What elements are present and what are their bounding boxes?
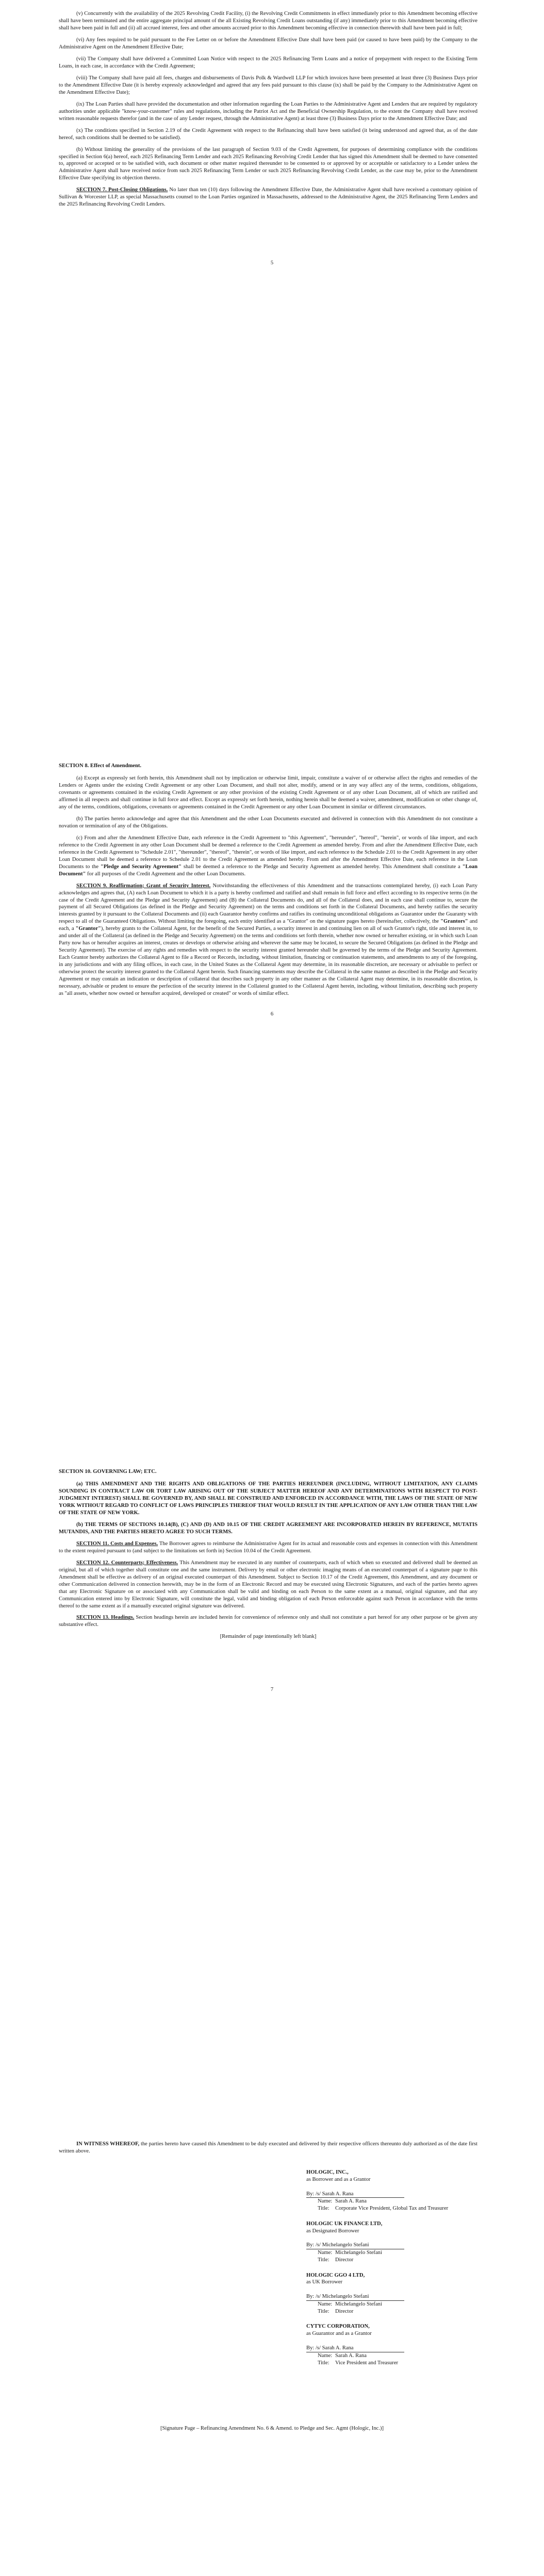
- signature-line: By: /s/ Sarah A. Rana: [306, 2191, 404, 2198]
- section-8c-post: for all purposes of the Credit Agreement and the other Loan Documents.: [86, 871, 246, 877]
- signatory-name-row: [318, 2301, 482, 2308]
- signature-block-hologic-ggo4: [306, 2272, 482, 2315]
- signatory-entity: CYTYC CORPORATION,: [306, 2324, 370, 2330]
- section-8c-pre: (c) From and after the Amendment Effective Date, each reference in the Credit Agreement to "this Agreement", "hereunder", "hereof", "herein", or words of like import, and each reference to the Credit Agreement in any other Loan Document shall be deemed a reference to the Credit Agreement as amended hereby. From and after the Amendment Effective Date, each reference in the Credit Agreement to "Schedule 2.01", "thereunder", "thereof", "therein", or words of like import, and each reference to the Schedule 2.01 to the Credit Agreement in any other Loan Document shall be deemed a reference to Schedule 2.01 to the Credit Agreement as amended hereby. From and after the Amendment Effective Date, each reference in the Loan Documents to the: [59, 835, 477, 870]
- signatory-title: Corporate Vice President, Global Tax and Treasurer: [335, 2206, 449, 2212]
- section-8c: [59, 835, 477, 878]
- signature-block-hologic-uk-finance: [306, 2221, 482, 2264]
- signatory-title-row: [318, 2257, 482, 2264]
- section-8c-term-loan-doc: "Loan Document": [59, 863, 477, 877]
- section-9: [59, 883, 477, 998]
- section-11-body: The Borrower agrees to reimburse the Administrative Agent for its actual and reasonable costs and expenses in connection with this Amendment to the extent required pursuant to (and subject to the limitations set forth in) Section 10.04 of the Credit Agreement.: [59, 1540, 477, 1554]
- condition-vi: (vi) Any fees required to be paid pursuant to the Fee Letter on or before the Amendment Effective Date shall have been paid (or caused to have been paid) by the Company to the Administrative Agent on the Amendment Effective Date;: [59, 37, 477, 50]
- signature-line: By: /s/ Michelangelo Stefani: [306, 2293, 404, 2301]
- section-8c-mid: shall be deemed a reference to the Pledge and Security Agreement as amended hereby. This Amendment shall constitute a: [182, 863, 463, 870]
- page-6-content: [59, 762, 477, 1002]
- section-12: [59, 1560, 477, 1610]
- section-8a: (a) Except as expressly set forth herein, this Amendment shall not by implication or otherwise limit, impair, constitute a waiver of or otherwise affect the rights and remedies of the Lenders or Agents under the existing Credit Agreement or any other Loan Document, and shall not alter, modify, amend or in any way affect any of the terms, conditions, obligations, covenants or agreements contained in the existing Credit Agreement or any other provision of the existing Credit Agreement or of any other Loan Document, all of which are ratified and affirmed in all respects and shall continue in full force and effect. Except as expressly set forth herein, nothing herein shall be deemed a waiver, amendment, modification or other change of, any of the terms, conditions, obligations, covenants or agreements contained in the Credit Agreement or any other Loan Document in similar or different circumstances.: [59, 775, 477, 810]
- signature-line: By: /s/ Sarah A. Rana: [306, 2345, 404, 2352]
- witness-lead: IN WITNESS WHEREOF,: [76, 2141, 140, 2147]
- section-7-body: No later than ten (10) days following the Amendment Effective Date, the Administrative Agent shall have received a customary opinion of Sullivan & Worcester LLP, as special Massachusetts counsel to the Loan Parties organized in Massachusetts, addressed to the Administrative Agent, the 2025 Refinancing Term Lenders and the 2025 Refinancing Revolving Credit Lenders.: [59, 187, 477, 208]
- signatory-role: as Guarantor and as a Grantor: [306, 2331, 372, 2337]
- signatory-entity: HOLOGIC GGO 4 LTD,: [306, 2272, 365, 2278]
- signatory-role: as UK Borrower: [306, 2279, 343, 2285]
- page-number-5: 5: [270, 260, 274, 266]
- section-8b: (b) The parties hereto acknowledge and agree that this Amendment and the other Loan Documents executed and delivered in connection with this Amendment do not constitute a novation or termination of any of the Obligations.: [59, 816, 477, 829]
- signatory-name: Michelangelo Stefani: [335, 2301, 382, 2307]
- name-label: Name:: [318, 2198, 333, 2205]
- signature-line: By: /s/ Michelangelo Stefani: [306, 2242, 404, 2249]
- section-7: [59, 187, 477, 208]
- section-6b: (b) Without limiting the generality of the provisions of the last paragraph of Section 9.03 of the Credit Agreement, for purposes of determining compliance with the conditions specified in Section 6(a) hereof, each 2025 Refinancing Term Lender and each 2025 Refinancing Revolving Credit Lender that has signed this Amendment shall be deemed to have consented to, approved or accepted or to be satisfied with, each document or other matter required thereunder to be consented to or approved by or acceptable or satisfactory to a Lender unless the Administrative Agent shall have received notice from such 2025 Refinancing Term Lender or such 2025 Refinancing Revolving Credit Lender, as the case may be, prior to the Amendment Effective Date specifying its objection thereto.: [59, 146, 477, 181]
- signatory-name: Sarah A. Rana: [335, 2352, 367, 2359]
- signature-page: [0, 2117, 544, 2576]
- section-12-body: This Amendment may be executed in any number of counterparts, each of which when so executed and delivered shall be deemed an original, but all of which together shall constitute one and the same instrument. Delivery by email or other electronic imaging means of an executed counterpart of a signature page to this Amendment shall be effective as delivery of an original executed counterpart of this Amendment. Subject to Section 10.17 of the Credit Agreement, this Amendment, and any document or other Communication delivered in connection herewith, may be in the form of an Electronic Record and may be executed using Electronic Signatures, and each of the parties hereto agrees that any Electronic Signature on or associated with any Communication shall be valid and binding on each Person to the same extent as a manual, original signature, and that any Communication entered into by Electronic Signature, will constitute the legal, valid and binding obligation of each Person enforceable against such Person in accordance with the terms thereof to the same extent as if a manually executed original signature was delivered.: [59, 1560, 477, 1609]
- section-13-heading: SECTION 13. Headings.: [76, 1615, 135, 1621]
- section-9-post: ), hereby grants to the Collateral Agent, for the benefit of the Secured Parties, a security interest in and continuing lien on all of such Grantor's right, title and interest in, to and under all of the Collateral (as defined in the Pledge and Security Agreement) on the terms and conditions set forth therein, whether now owned or hereafter existing, or in which such Loan Party now has or hereafter acquires an interest, creates or develops or otherwise arising and wherever the same may be located, to secure the Secured Obligations (as defined in the Pledge and Security Agreement). The exercise of any rights and remedies with respect to the security interest granted hereunder shall be governed by the terms of the Pledge and Security Agreement. Each Grantor hereby authorizes the Collateral Agent to file a Record or Records, including, without limitation, financing or continuation statements, and amendments to any of the foregoing, in any jurisdictions and with any filing offices, in each case, in the United States as the Collateral Agent may determine, in its reasonable discretion, are necessary or advisable to perfect or otherwise protect the security interest granted to the Collateral Agent herein. Such financing statements may describe the Collateral in the same manner as described in the Pledge and Security Agreement or may contain an indication or description of collateral that describes such property in any other manner as the Collateral Agent may determine, in its reasonable discretion, is necessary, advisable or prudent to ensure the perfection of the security interest in the Collateral granted to the Collateral Agent herein, including, without limitation, describing such property as "all assets, whether now owned or hereafter acquired, developed or created" or words of similar effect.: [59, 926, 477, 997]
- section-13-body: Section headings herein are included herein for convenience of reference only and shall not constitute a part hereof for any other purpose or be given any substantive effect.: [59, 1615, 477, 1628]
- signatory-entity: HOLOGIC, INC.,: [306, 2170, 349, 2175]
- title-label: Title:: [318, 2206, 329, 2212]
- title-label: Title:: [318, 2308, 329, 2314]
- signature-block-hologic-inc: [306, 2169, 482, 2212]
- signature-page-footer: [Signature Page – Refinancing Amendment No. 6 & Amend. to Pledge and Sec. Agmt (Hologic, Inc.)]: [160, 2426, 384, 2431]
- signatory-title-row: [318, 2205, 482, 2212]
- page-7: [0, 1412, 544, 2117]
- page-number-6: 6: [270, 1011, 274, 1017]
- signatory-entity: HOLOGIC UK FINANCE LTD,: [306, 2221, 383, 2227]
- title-label: Title:: [318, 2360, 329, 2366]
- page-5-content: [59, 10, 477, 213]
- section-8c-term-psa: "Pledge and Security Agreement": [100, 863, 182, 870]
- remainder-blank-note: [Remainder of page intentionally left blank]: [220, 1634, 317, 1640]
- name-label: Name:: [318, 2352, 333, 2359]
- page-5: [0, 0, 544, 706]
- section-13: [59, 1614, 477, 1629]
- name-label: Name:: [318, 2301, 333, 2307]
- title-label: Title:: [318, 2257, 329, 2263]
- section-8-heading: SECTION 8. Effect of Amendment.: [59, 763, 142, 769]
- section-9-heading: SECTION 9. Reaffirmation; Grant of Security Interest.: [76, 883, 211, 889]
- signatory-role: as Designated Borrower: [306, 2228, 359, 2234]
- signatory-title: Vice President and Treasurer: [335, 2360, 399, 2366]
- condition-x: (x) The conditions specified in Section 2.19 of the Credit Agreement with respect to the Refinancing shall have been satisfied (it being understood and agreed that, as of the date hereof, such conditions shall be deemed to be satisfied).: [59, 127, 477, 141]
- witness-body: the parties hereto have caused this Amendment to be duly executed and delivered by their respective officers thereunto duly authorized as of the date first written above.: [59, 2141, 477, 2154]
- condition-v: (v) Concurrently with the availability of the 2025 Revolving Credit Facility, (i) the Revolving Credit Commitments in effect immediately prior to this Amendment becoming effective shall have been terminated and the entire aggregate principal amount of the all Existing Revolving Credit Loans outstanding (if any) immediately prior to this Amendment becoming effective shall have been paid in full and (ii) all accrued interest, fees and other amounts accrued prior to this Amendment becoming effective in connection therewith shall have been paid in full;: [59, 11, 477, 31]
- condition-ix: (ix) The Loan Parties shall have provided the documentation and other information regarding the Loan Parties to the Administrative Agent and Lenders that are required by regulatory authorities under applicable "know-your-customer" rules and regulations, including the Patriot Act and the Beneficial Ownership Regulation, to the extent the Company shall have received written reasonable requests therefor (and in the case of any Lender request, through the Administrative Agent) at least three (3) Business Days prior to the Amendment Effective Date; and: [59, 101, 477, 122]
- section-9-term-grantors: "Grantors": [440, 919, 468, 925]
- signatory-role: as Borrower and as a Grantor: [306, 2176, 371, 2182]
- section-10b: (b) THE TERMS OF SECTIONS 10.14(B), (C) AND (D) AND 10.15 OF THE CREDIT AGREEMENT ARE INCORPORATED HEREIN BY REFERENCE, MUTATIS MUTANDIS, AND THE PARTIES HERETO AGREE TO SUCH TERMS.: [59, 1521, 477, 1535]
- section-7-heading: SECTION 7. Post-Closing Obligations.: [76, 187, 168, 193]
- section-10-heading: SECTION 10. GOVERNING LAW; ETC.: [59, 1469, 157, 1475]
- signature-blocks: [306, 2169, 482, 2366]
- signature-block-cytyc: [306, 2323, 482, 2366]
- name-label: Name:: [318, 2250, 333, 2256]
- signatory-name-row: [318, 2198, 482, 2205]
- signatory-title: Director: [335, 2308, 354, 2314]
- witness-paragraph: [59, 2141, 477, 2155]
- signatory-title-row: [318, 2360, 482, 2367]
- signatory-name-row: [318, 2249, 482, 2257]
- section-9-mid: and each, a: [59, 919, 477, 932]
- section-9-body: Notwithstanding the effectiveness of this Amendment and the transactions contemplated hereby, (i) each Loan Party acknowledges and agrees that, (A) each Loan Document to which it is a party is hereby confirmed and ratified and shall remain in full force and effect according to its respective terms (in the case of the Credit Agreement and the Pledge and Security Agreement) and (B) the Collateral Documents do, and all of the Collateral does, and in each case shall continue to, secure the payment of all Secured Obligations (as defined in the Pledge and Security Agreement) on the terms and conditions set forth in the Collateral Documents, and hereby ratifies the security interests granted by it pursuant to the Collateral Documents and (ii) each Guarantor hereby confirms and ratifies its continuing unconditional obligations as Guarantor under the Guaranty with respect to all of the Guaranteed Obligations. Without limiting the foregoing, each entity identified as a "Grantor" on the signature pages hereto (hereinafter, collectively, the: [59, 883, 477, 925]
- signatory-name: Sarah A. Rana: [335, 2198, 367, 2205]
- section-11-heading: SECTION 11. Costs and Expenses.: [76, 1540, 158, 1547]
- section-10a: (a) THIS AMENDMENT AND THE RIGHTS AND OBLIGATIONS OF THE PARTIES HEREUNDER (INCLUDING, WITHOUT LIMITATION, ANY CLAIMS SOUNDING IN CONTRACT LAW OR TORT LAW ARISING OUT OF THE SUBJECT MATTER HEREOF AND ANY DETERMINATIONS WITH RESPECT TO POST-JUDGMENT INTEREST) SHALL BE GOVERNED BY, AND SHALL BE CONSTRUED AND ENFORCED IN ACCORDANCE WITH, THE LAWS OF THE STATE OF NEW YORK WITHOUT REGARD TO CONFLICT OF LAWS PRINCIPLES THEREOF THAT WOULD RESULT IN THE APPLICATION OF ANY LAW OTHER THAN THE LAW OF THE STATE OF NEW YORK.: [59, 1481, 477, 1516]
- signatory-title-row: [318, 2308, 482, 2315]
- signatory-name-row: [318, 2352, 482, 2360]
- signatory-name: Michelangelo Stefani: [335, 2250, 382, 2256]
- signatory-title: Director: [335, 2257, 354, 2263]
- condition-viii: (viii) The Company shall have paid all fees, charges and disbursements of Davis Polk & Wardwell LLP for which invoices have been presented at least three (3) Business Days prior to the Amendment Effective Date (it is hereby expressly acknowledged and agreed that any fees paid pursuant to this clause (ix) shall be paid by the Company to the Administrative Agent on the Amendment Effective Date);: [59, 75, 477, 95]
- condition-vii: (vii) The Company shall have delivered a Committed Loan Notice with respect to the 2025 Refinancing Term Loans and a notice of prepayment with respect to the Existing Term Loans, in each case, in accordance with the Credit Agreement;: [59, 56, 477, 69]
- page-7-content: [59, 1468, 477, 1645]
- section-9-term-grantor: "Grantor": [75, 926, 101, 932]
- witness-clause: [59, 2141, 477, 2160]
- section-12-heading: SECTION 12. Counterparts; Effectiveness.: [76, 1560, 178, 1566]
- page-number-7: 7: [270, 1687, 274, 1692]
- section-11: [59, 1540, 477, 1555]
- page-6: [0, 706, 544, 1412]
